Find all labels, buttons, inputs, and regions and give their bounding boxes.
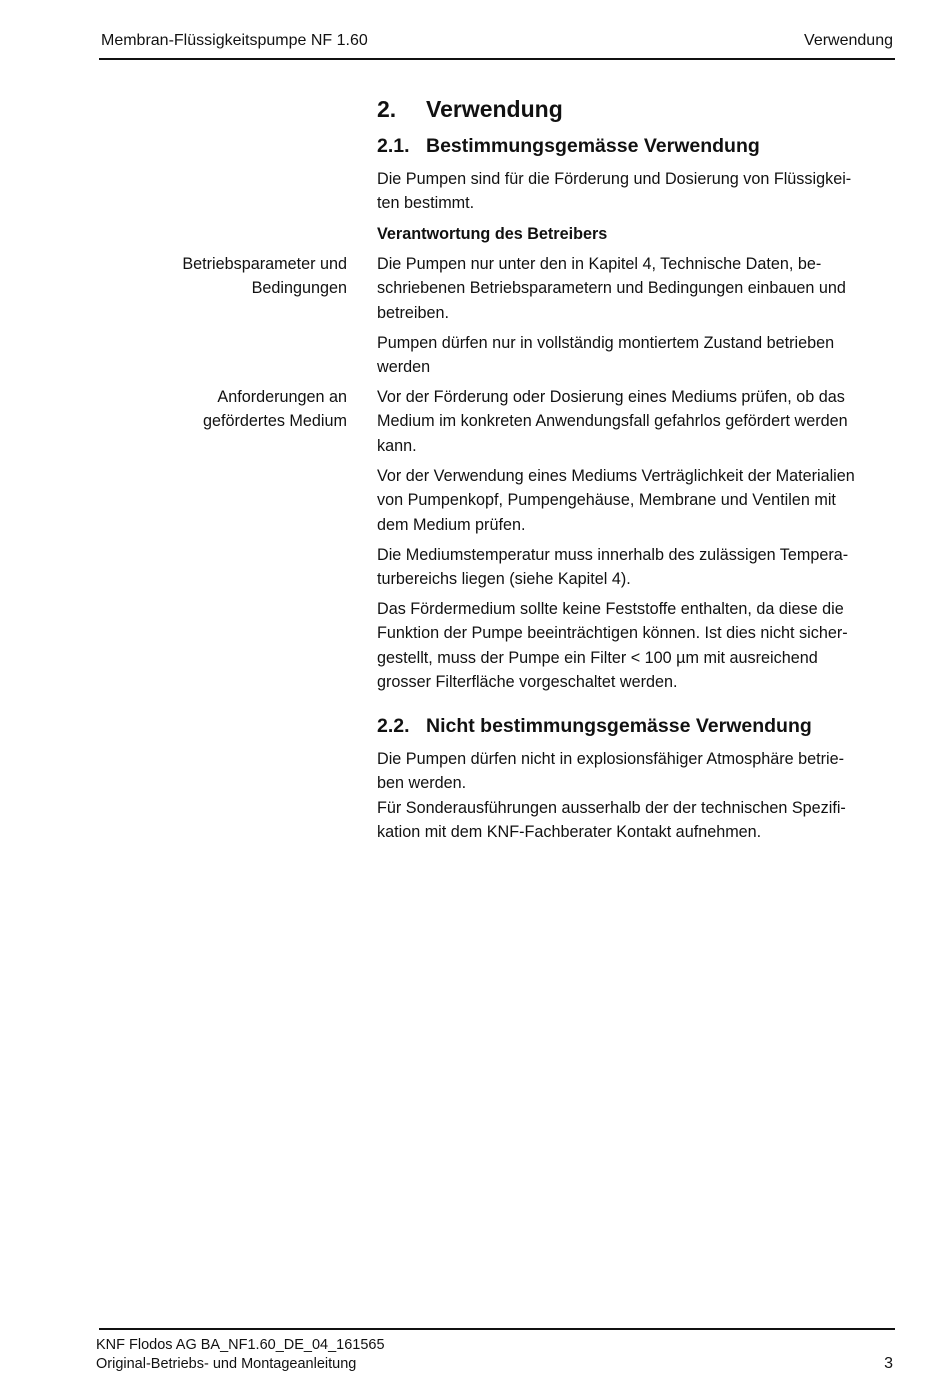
section-number-2-2: 2.2. [377,715,410,737]
text-line: dem Medium prüfen. [377,515,526,534]
section-heading-2-2 [377,714,895,738]
text-line: grosser Filterfläche vorgeschaltet werden. [377,672,678,691]
text-line: Vor der Verwendung eines Mediums Verträglichkeit der Materialien [377,467,855,485]
text-line: Die Pumpen dürfen nicht in explosionsfähiger Atmosphäre betrie- [377,750,845,768]
paragraph-assembled-state [377,331,895,380]
footer-document-id: KNF Flodos AG BA_NF1.60_DE_04_161565 [96,1337,385,1353]
text-line: kann. [377,436,417,455]
text-line: kation mit dem KNF-Fachberater Kontakt aufnehmen. [377,822,762,841]
text-line: Die Pumpen sind für die Förderung und Dosierung von Flüssigkei- [377,170,852,188]
section-title-2-1: Bestimmungsgemässe Verwendung [426,135,760,157]
text-line: Anforderungen an [217,388,347,406]
margin-note-medium-requirements [100,385,347,434]
text-line: ben werden. [377,774,467,793]
text-line: Die Pumpen nur unter den in Kapitel 4, Technische Daten, be- [377,255,822,273]
text-line: ten bestimmt. [377,194,475,213]
page-number: 3 [884,1355,893,1372]
text-line: Funktion der Pumpe beeinträchtigen können. Ist dies nicht sicher- [377,624,848,643]
margin-note-operating-parameters [100,252,347,301]
text-line: Die Mediumstemperatur muss innerhalb des zulässigen Tempera- [377,546,849,564]
footer-document-type: Original-Betriebs- und Montageanleitung [96,1356,357,1372]
text-line: Medium im konkreten Anwendungsfall gefahrlos gefördert werden [377,412,848,431]
text-line: Bedingungen [251,279,347,298]
text-line: Betriebsparameter und [182,255,347,273]
text-line: von Pumpenkopf, Pumpengehäuse, Membrane und Ventilen mit [377,491,836,510]
running-header-title: Membran-Flüssigkeitspumpe NF 1.60 [101,32,368,49]
text-line: Pumpen dürfen nur in vollständig montiertem Zustand betrieben [377,334,835,352]
section-number-2-1: 2.1. [377,135,410,157]
text-line: gestellt, muss der Pumpe ein Filter < 100 µm mit ausreichend [377,648,818,667]
intro-paragraph [377,167,895,216]
header-rule [99,58,895,60]
running-header-section: Verwendung [804,32,893,49]
paragraph-medium-temperature [377,543,895,592]
paragraph-operating-parameters [377,252,895,325]
paragraph-medium-check [377,385,895,458]
operator-responsibility-heading: Verantwortung des Betreibers [377,225,608,243]
paragraph-material-compatibility [377,464,895,537]
text-line: schriebenen Betriebsparametern und Bedingungen einbauen und [377,279,846,298]
text-line: turbereichs liegen (siehe Kapitel 4). [377,570,631,589]
chapter-title: Verwendung [426,96,563,122]
text-line: Für Sonderausführungen ausserhalb der der technischen Spezifi- [377,798,846,817]
paragraph-improper-use [377,747,895,844]
section-heading-2-1 [377,134,895,158]
text-line: betreiben. [377,303,449,322]
text-line: gefördertes Medium [203,412,347,431]
footer-rule [99,1328,895,1330]
chapter-number: 2. [377,96,397,122]
section-title-2-2: Nicht bestimmungsgemässe Verwendung [426,715,812,737]
paragraph-solids-filter [377,597,895,694]
text-line: werden [377,358,431,377]
text-line: Das Fördermedium sollte keine Feststoffe enthalten, da diese die [377,600,844,618]
chapter-heading [377,95,895,123]
text-line: Vor der Förderung oder Dosierung eines Mediums prüfen, ob das [377,388,845,406]
